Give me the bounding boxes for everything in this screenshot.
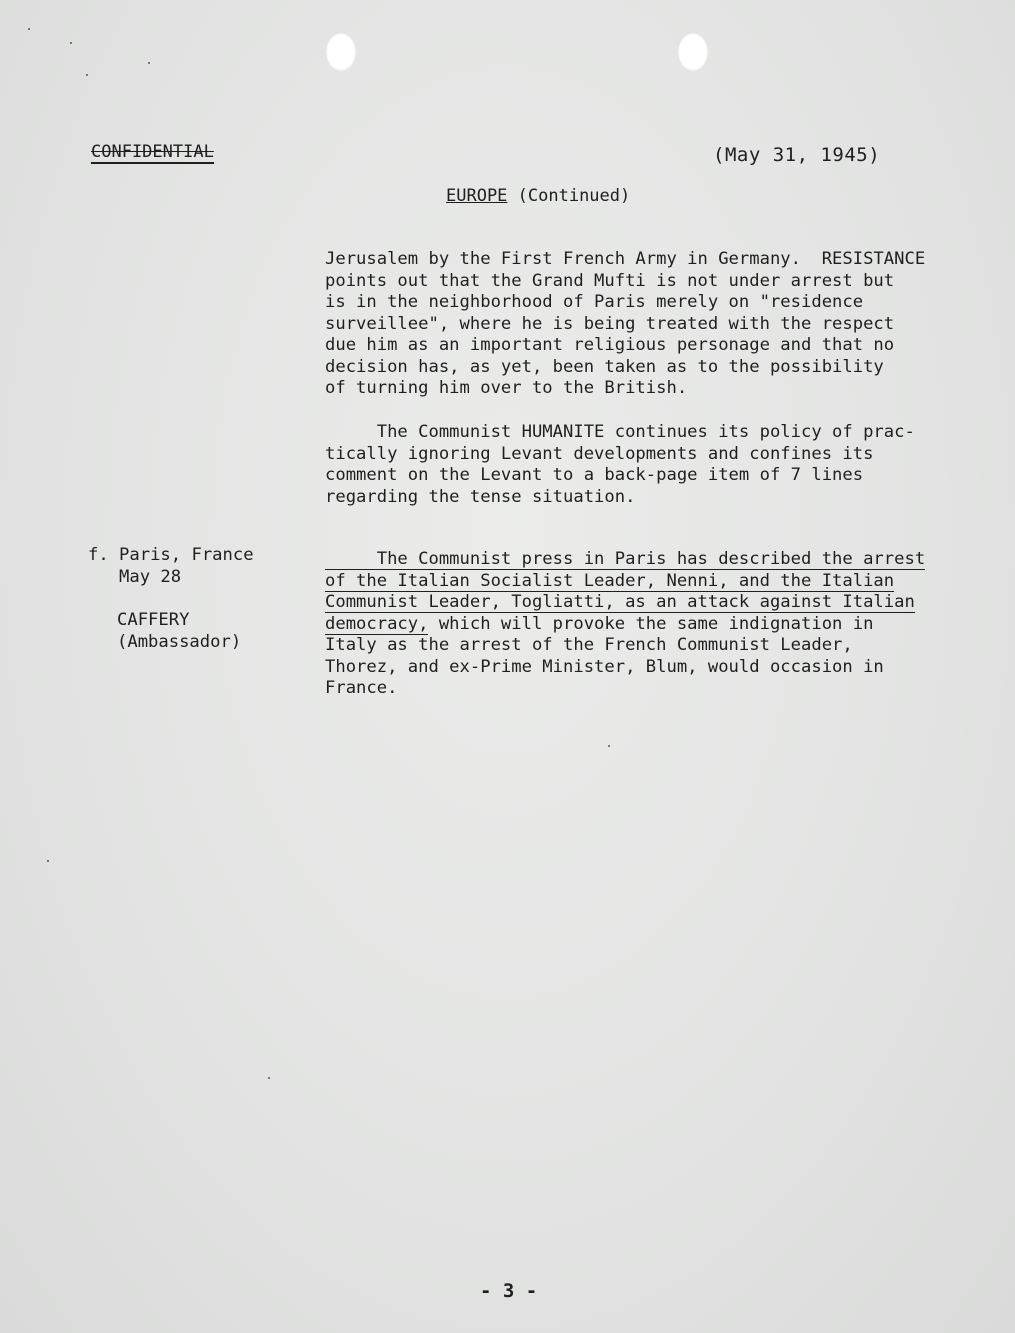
entry-source — [88, 545, 254, 588]
entry-place: f. Paris, France — [88, 545, 254, 565]
text-line: Thorez, and ex-Prime Minister, Blum, would occasion in — [325, 656, 884, 677]
document-date: (May 31, 1945) — [713, 144, 881, 166]
underlined-text-line: The Communist press in Paris has described the arrest — [325, 549, 926, 569]
author-title: (Ambassador) — [117, 631, 242, 652]
underlined-text-line: of the Italian Socialist Leader, Nenni, and the Italian — [325, 570, 895, 591]
paragraph-continued — [325, 249, 925, 400]
underlined-text-line: democracy, — [325, 613, 429, 634]
paper-speck — [70, 42, 72, 44]
entry-date: May 28 — [88, 566, 182, 587]
author-name: CAFFERY — [117, 610, 190, 630]
text-line: points out that the Grand Mufti is not under arrest but — [325, 270, 895, 291]
text-line: tically ignoring Levant developments and confines its — [325, 443, 874, 464]
punch-hole-left — [326, 33, 356, 71]
entry-author — [117, 610, 241, 653]
classification-marking: CONFIDENTIAL — [91, 142, 214, 162]
section-title — [446, 186, 630, 206]
text-line: decision has, as yet, been taken as to the possibility — [325, 356, 884, 377]
section-name: EUROPE — [446, 186, 508, 206]
text-line: France. — [325, 678, 398, 698]
text-line: Italy as the arrest of the French Communist Leader, — [325, 635, 853, 655]
text-line: of turning him over to the British. — [325, 378, 688, 398]
text-line: is in the neighborhood of Paris merely on "residence — [325, 292, 864, 312]
text-line: due him as an important religious personage and that no — [325, 335, 895, 355]
text-line: surveillee", where he is being treated with the respect — [325, 313, 895, 334]
paper-speck — [86, 74, 88, 76]
paper-speck — [28, 28, 30, 30]
underlined-text-line: Communist Leader, Togliatti, as an attack against Italian — [325, 592, 915, 612]
text-line: comment on the Levant to a back-page item of 7 lines — [325, 465, 864, 485]
punch-hole-right — [678, 33, 708, 71]
text-line: regarding the tense situation. — [325, 486, 636, 507]
text-line-rest: which will provoke the same indignation in — [428, 613, 874, 634]
paper-speck — [268, 1077, 270, 1079]
page-number: - 3 - — [480, 1280, 538, 1302]
paper-speck — [148, 62, 150, 64]
paper-speck — [608, 745, 610, 747]
text-line: Jerusalem by the First French Army in Germany. RESISTANCE — [325, 249, 926, 269]
paper-speck — [47, 860, 49, 862]
paragraph-humanite — [325, 422, 915, 508]
text-line: The Communist HUMANITE continues its policy of prac- — [325, 422, 915, 442]
paragraph-paris-press — [325, 549, 925, 700]
section-suffix: (Continued) — [507, 186, 631, 206]
